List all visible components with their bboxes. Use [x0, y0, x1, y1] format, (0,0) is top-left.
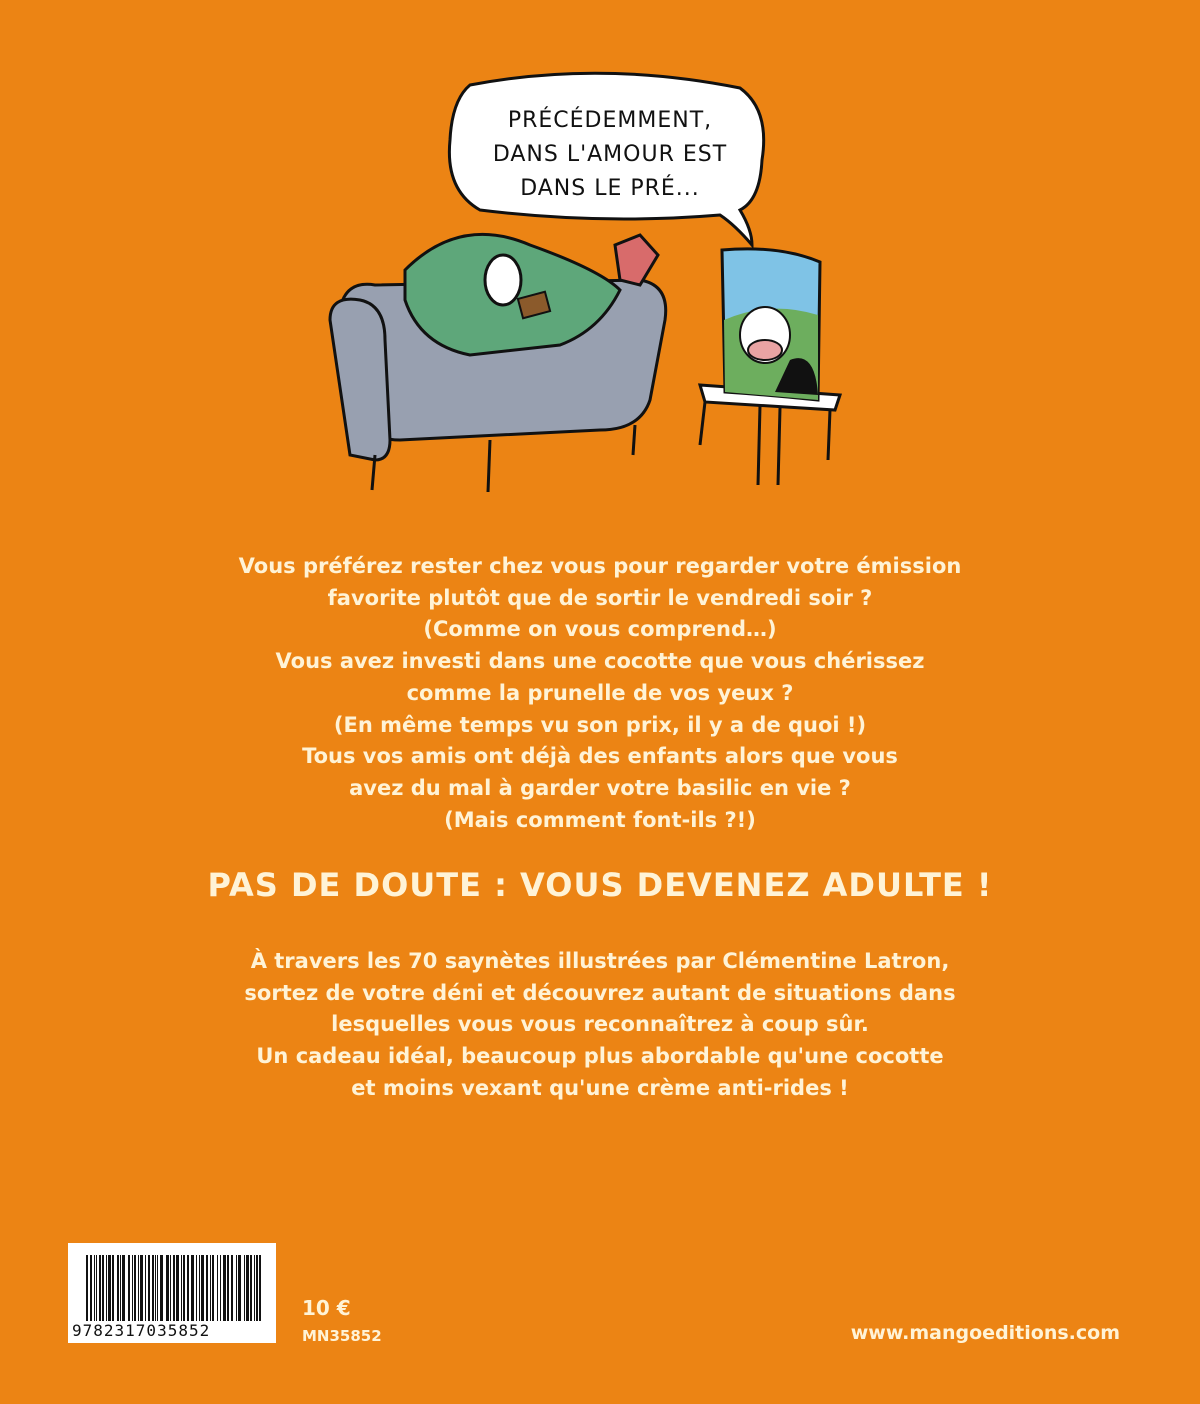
isbn-number: 9782317035852 — [72, 1321, 211, 1340]
product-code: MN35852 — [302, 1327, 382, 1345]
blurb-line: favorite plutôt que de sortir le vendredi soir ? — [327, 585, 873, 610]
barcode-bar — [145, 1255, 146, 1321]
slipper — [615, 235, 658, 285]
description-line: et moins vexant qu'une crème anti-rides ! — [351, 1075, 849, 1100]
price: 10 € — [302, 1296, 351, 1320]
blurb-line: Tous vos amis ont déjà des enfants alors que vous — [302, 744, 898, 769]
barcode-bar — [148, 1255, 150, 1321]
barcode-bar — [94, 1255, 95, 1321]
barcode-bar — [157, 1255, 158, 1321]
barcode-bar — [86, 1255, 88, 1321]
barcode-bar — [199, 1255, 200, 1321]
barcode-bar — [187, 1255, 189, 1321]
barcode-bar — [117, 1255, 119, 1321]
barcode-bar — [201, 1255, 204, 1321]
barcode-bar — [244, 1255, 245, 1321]
barcode-bar — [217, 1255, 218, 1321]
barcode-bar — [206, 1255, 208, 1321]
barcode-bar — [236, 1255, 237, 1321]
blurb-line: (Comme on vous comprend…) — [423, 617, 777, 642]
barcode-bar — [90, 1255, 92, 1321]
barcode-bar — [134, 1255, 136, 1321]
description-line: sortez de votre déni et découvrez autant de situations dans — [244, 980, 956, 1005]
barcode-bar — [259, 1255, 261, 1321]
barcode-bar — [250, 1255, 252, 1321]
bubble-line: DANS LE PRÉ... — [520, 176, 700, 201]
character-face — [485, 255, 521, 305]
blurb-line: comme la prunelle de vos yeux ? — [406, 680, 794, 705]
barcode-bar — [173, 1255, 175, 1321]
barcode-bar — [220, 1255, 221, 1321]
blurb-line: (En même temps vu son prix, il y a de quoi !) — [333, 712, 867, 737]
barcode-bar — [212, 1255, 214, 1321]
barcode-bar — [102, 1255, 104, 1321]
barcode-bar — [140, 1255, 143, 1321]
tv — [722, 249, 820, 400]
barcode-bar — [106, 1255, 107, 1321]
publisher-url: www.mangoeditions.com — [850, 1322, 1120, 1344]
barcode-bar — [238, 1255, 241, 1321]
illustration — [0, 0, 1200, 520]
barcode-bar — [99, 1255, 101, 1321]
barcode-bar — [254, 1255, 255, 1321]
barcode-bar — [96, 1255, 97, 1321]
barcode-bar — [166, 1255, 169, 1321]
barcode-bar — [191, 1255, 194, 1321]
description — [0, 946, 1200, 1105]
speech-bubble-text — [470, 104, 750, 206]
barcode-bar — [210, 1255, 211, 1321]
bubble-line: DANS L'AMOUR EST — [492, 142, 728, 167]
barcode-bar — [223, 1255, 226, 1321]
barcode-bar — [132, 1255, 133, 1321]
description-line: Un cadeau idéal, beaucoup plus abordable qu'une cocotte — [256, 1044, 944, 1069]
blurb — [0, 551, 1200, 836]
blurb-line: Vous préférez rester chez vous pour regarder votre émission — [238, 554, 962, 578]
barcode-bar — [176, 1255, 179, 1321]
barcode-bar — [196, 1255, 197, 1321]
barcode-bar — [152, 1255, 154, 1321]
barcode-bar — [246, 1255, 249, 1321]
barcode — [68, 1243, 276, 1343]
headline: PAS DE DOUTE : VOUS DEVENEZ ADULTE ! — [207, 866, 993, 904]
barcode-bar — [138, 1255, 139, 1321]
blurb-line: (Mais comment font-ils ?!) — [444, 807, 756, 832]
barcode-bar — [181, 1255, 182, 1321]
barcode-bar — [227, 1255, 229, 1321]
barcode-bar — [122, 1255, 125, 1321]
barcode-bar — [170, 1255, 171, 1321]
bubble-line: PRÉCÉDEMMENT, — [507, 108, 713, 133]
blurb-line: avez du mal à garder votre basilic en vie ? — [349, 775, 851, 800]
barcode-bar — [112, 1255, 114, 1321]
barcode-bar — [256, 1255, 258, 1321]
description-line: À travers les 70 saynètes illustrées par Clémentine Latron, — [250, 949, 950, 973]
blurb-line: Vous avez investi dans une cocotte que vous chérissez — [275, 649, 925, 674]
barcode-bar — [128, 1255, 130, 1321]
barcode-bar — [155, 1255, 156, 1321]
barcode-bar — [183, 1255, 185, 1321]
barcode-bar — [160, 1255, 163, 1321]
barcode-bar — [108, 1255, 111, 1321]
barcode-bar — [231, 1255, 233, 1321]
barcode-bar — [120, 1255, 121, 1321]
description-line: lesquelles vous vous reconnaîtrez à coup sûr. — [331, 1012, 869, 1037]
